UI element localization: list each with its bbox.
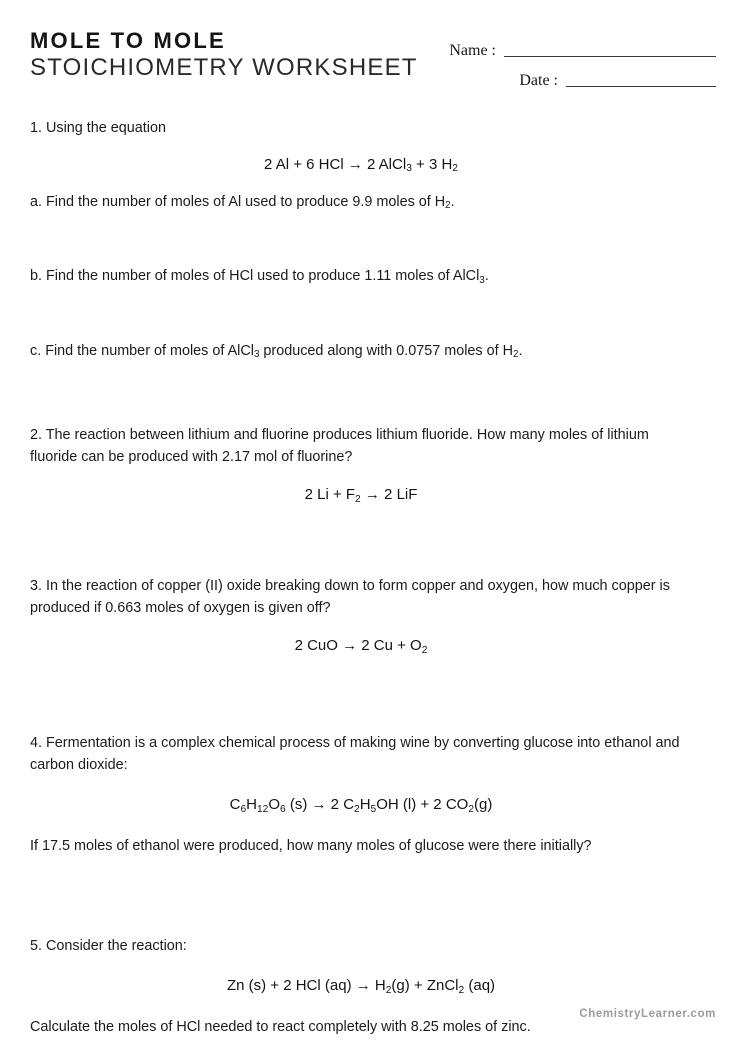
question-4-followup: If 17.5 moles of ethanol were produced, how many moles of glucose were there initially? bbox=[30, 838, 592, 854]
date-field-row bbox=[426, 62, 716, 92]
date-input-line[interactable] bbox=[566, 86, 716, 87]
question-5-followup: Calculate the moles of HCl needed to react completely with 8.25 moles of zinc. bbox=[30, 1019, 531, 1035]
question-2-equation: 2 $Li + F_2 \to 2$ LiF bbox=[304, 486, 418, 505]
question-2-stem: 2. The reaction between lithium and fluorine produces lithium fluoride. How many moles of lithium fluoride can be produced with 2.17 mol of fluorine? bbox=[30, 427, 649, 465]
question-1c: c. Find the number of moles of AlCl$_3$ produced along with 0.0757 moles of $H_2$. bbox=[30, 342, 523, 361]
student-fields bbox=[426, 36, 716, 92]
question-5-stem: 5. Consider the reaction: bbox=[30, 937, 187, 954]
question-4 bbox=[30, 733, 712, 858]
worksheet-header bbox=[30, 28, 716, 92]
page-title: MOLE TO MOLE bbox=[30, 28, 226, 53]
name-label: Name : bbox=[449, 42, 496, 59]
question-1-equation: 2 Al + 6 HCl → 2 AlCl$_3$ + 3 $H_2$ bbox=[264, 155, 458, 175]
question-1b: b. Find the number of moles of HCl used to produce 1.11 moles of AlCl$_3$. bbox=[30, 268, 489, 286]
question-4-stem: 4. Fermentation is a complex chemical process of making wine by converting glucose into ethanol and carbon dioxide: bbox=[30, 735, 680, 773]
question-2 bbox=[30, 425, 712, 508]
question-3-equation: 2 CuO → 2 $Cu + O_2$ bbox=[294, 637, 428, 656]
question-1-stem: 1. Using the equation bbox=[30, 120, 167, 136]
name-field-row bbox=[426, 36, 716, 62]
question-1 bbox=[30, 118, 712, 363]
worksheet-body bbox=[30, 118, 712, 1039]
question-3 bbox=[30, 576, 712, 659]
name-input-line[interactable] bbox=[504, 56, 716, 57]
question-3-stem: 3. In the reaction of copper (II) oxide breaking down to form copper and oxygen, how much copper is produced if 0.663 moles of oxygen is given off? bbox=[30, 578, 670, 616]
question-1a: a. Find the number of moles of Al used to produce 9.9 moles of $H_2$. bbox=[30, 193, 455, 212]
footer-brand: ChemistryLearner.com bbox=[579, 1008, 716, 1020]
date-label: Date : bbox=[519, 72, 558, 89]
question-5-equation: Zn (s) + 2 HCl $(aq) \to H_2(g)$ + ZnCl$_2$ (aq) bbox=[226, 977, 496, 996]
question-5 bbox=[30, 936, 712, 1039]
page-subtitle: STOICHIOMETRY WORKSHEET bbox=[30, 54, 418, 81]
question-4-equation: $C_6H_{12}O_6$ (s) → 2 $C_2H_5OH$ (l) + 2 $CO_2(g)$ bbox=[229, 796, 493, 815]
title-block bbox=[30, 28, 418, 82]
